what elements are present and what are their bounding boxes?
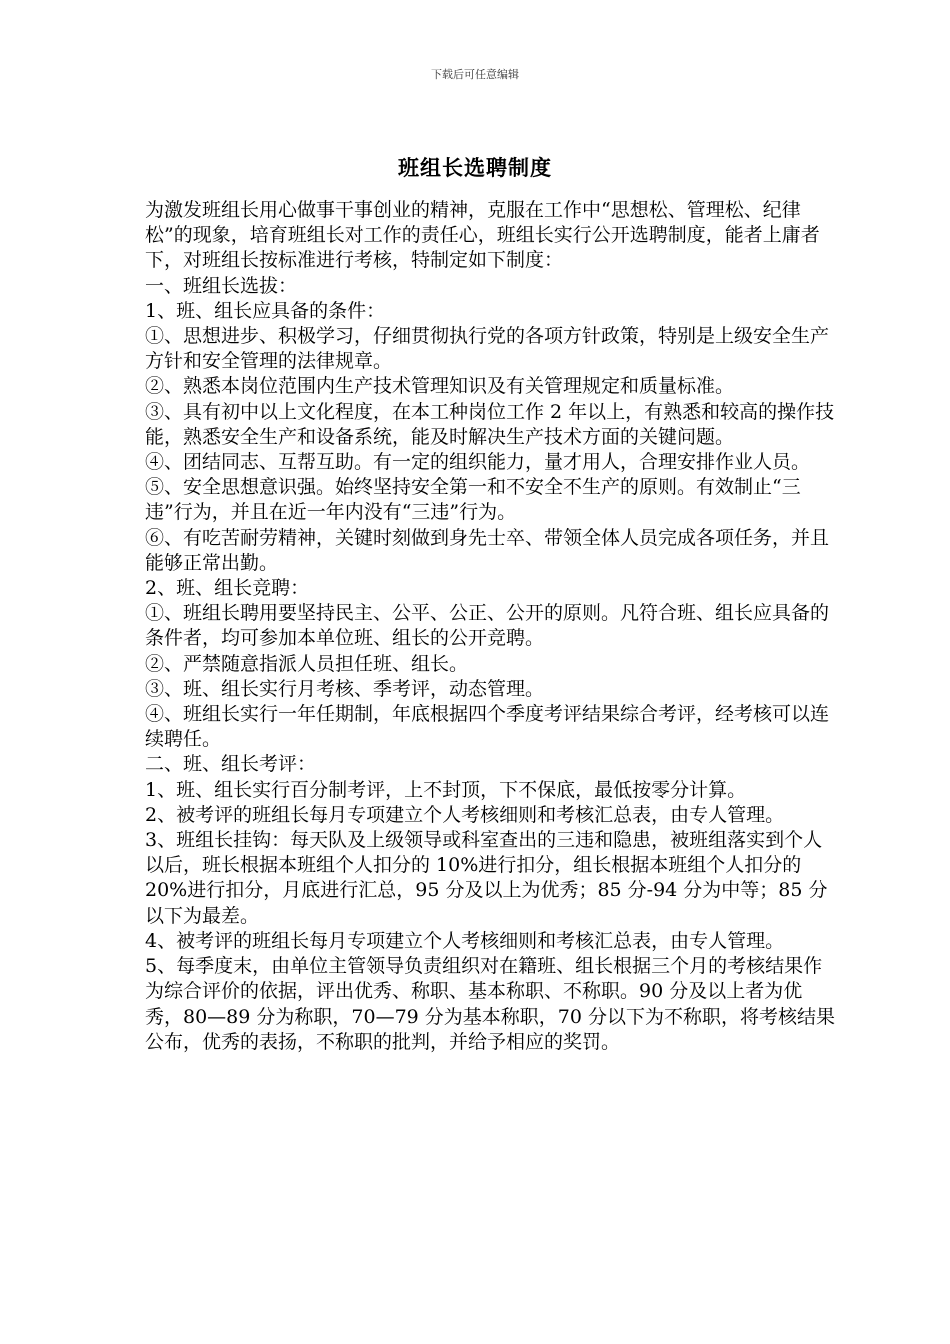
list-item-evaluation-2: 2、被考评的班组长每月专项建立个人考核细则和考核汇总表，由专人管理。 [145,803,785,826]
list-item-condition-5: ⑤、安全思想意识强。始终坚持安全第一和不安全不生产的原则。有效制止“三违”行为，并且在近一年内没有“三违”行为。 [145,476,801,524]
list-item-condition-1: ①、思想进步、积极学习，仔细贯彻执行党的各项方针政策，特别是上级安全生产方针和安全管理的法律规章。 [145,325,830,373]
list-item-evaluation-1: 1、班、组长实行百分制考评，上不封顶，下不保底，最低按零分计算。 [145,778,747,801]
list-item-condition-2: ②、熟悉本岗位范围内生产技术管理知识及有关管理规定和质量标准。 [145,375,735,398]
list-item-condition-4: ④、团结同志、互帮互助。有一定的组织能力，量才用人，合理安排作业人员。 [145,451,811,474]
list-item-competition-1: ①、班组长聘用要坚持民主、公平、公正、公开的原则。凡符合班、组长应具备的条件者，均可参加本单位班、组长的公开竞聘。 [145,602,830,650]
subheading-conditions: 1、班、组长应具备的条件： [145,299,386,322]
list-item-evaluation-4: 4、被考评的班组长每月专项建立个人考核细则和考核汇总表，由专人管理。 [145,929,785,952]
list-item-competition-4: ④、班组长实行一年任期制，年底根据四个季度考评结果综合考评，经考核可以连续聘任。 [145,703,830,751]
list-item-condition-6: ⑥、有吃苦耐劳精神，关键时刻做到身先士卒、带领全体人员完成各项任务，并且能够正常出勤。 [145,526,830,574]
document-title: 班组长选聘制度 [398,156,552,180]
list-item-competition-2: ②、严禁随意指派人员担任班、组长。 [145,652,469,675]
section-heading-evaluation: 二、班、组长考评： [145,753,317,776]
subheading-competition: 2、班、组长竞聘： [145,577,310,600]
list-item-condition-3: ③、具有初中以上文化程度，在本工种岗位工作 2 年以上，有熟悉和较高的操作技能，熟悉安全生产和设备系统，能及时解决生产技术方面的关键问题。 [145,400,835,448]
header-note: 下载后可任意编辑 [431,68,519,81]
list-item-evaluation-3: 3、班组长挂钩：每天队及上级领导或科室查出的三违和隐患，被班组落实到个人以后，班长根据本班组个人扣分的 10%进行扣分，组长根据本班组个人扣分的 20%进行扣分，月底进行汇总，95 分及以上为优秀；85 分-94 分为中等；85 分以下为最差。 [145,829,828,927]
list-item-evaluation-5: 5、每季度末，由单位主管领导负责组织对在籍班、组长根据三个月的考核结果作为综合评价的依据，评出优秀、称职、基本称职、不称职。90 分及以上者为优秀，80—89 分为称职，70—79 分为基本称职，70 分以下为不称职，将考核结果公布，优秀的表扬，不称职的批判，并给予相应的奖罚。 [145,955,836,1053]
document-body [145,198,835,1055]
paragraph-intro: 为激发班组长用心做事干事创业的精神，克服在工作中“思想松、管理松、纪律松”的现象，培育班组长对工作的责任心，班组长实行公开选聘制度，能者上庸者下，对班组长按标准进行考核，特制定如下制度： [145,199,820,272]
list-item-competition-3: ③、班、组长实行月考核、季考评，动态管理。 [145,677,545,700]
section-heading-selection: 一、班组长选拔： [145,274,298,297]
